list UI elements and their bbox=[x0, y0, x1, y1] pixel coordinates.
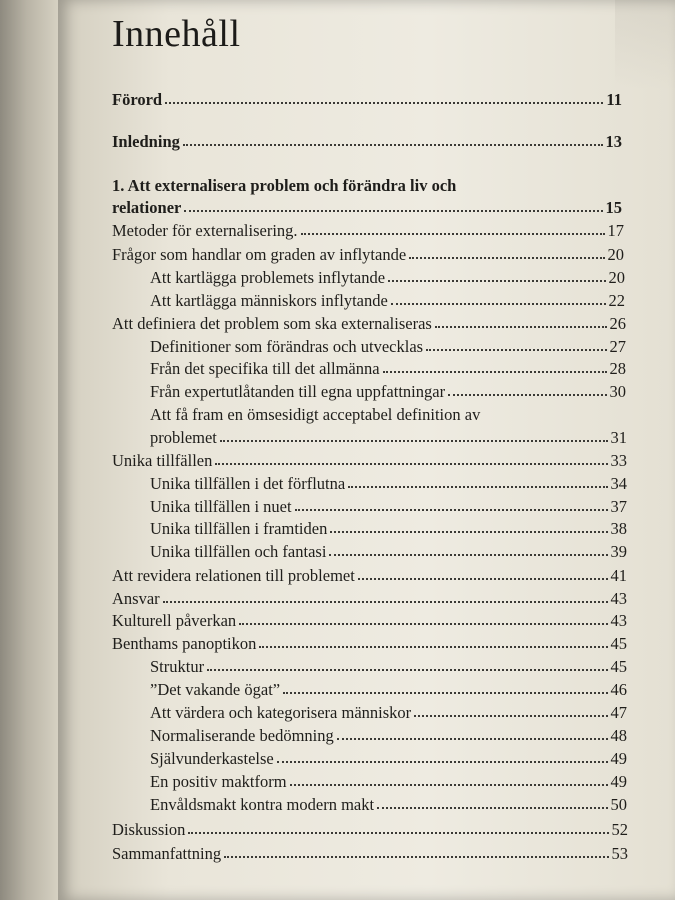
toc-entry-metoder: Metoder för externalisering. 17 bbox=[112, 221, 624, 240]
toc-entry-kulturell: Kulturell påverkan 43 bbox=[112, 611, 627, 630]
toc-entry-forord: Förord 11 bbox=[112, 90, 622, 109]
toc-entry-positiv-maktform: En positiv maktform 49 bbox=[150, 772, 627, 791]
toc-entry-problemets-inflytande: Att kartlägga problemets inflytande 20 bbox=[150, 268, 625, 287]
toc-acceptabel-line1: Att få fram en ömsesidigt acceptabel definition av bbox=[150, 405, 481, 424]
toc-entry-chapter-1: relationer 15 bbox=[112, 198, 622, 217]
toc-entry-ansvar: Ansvar 43 bbox=[112, 589, 627, 608]
toc-entry-definiera: Att definiera det problem som ska externaliseras 26 bbox=[112, 314, 626, 333]
toc-entry-struktur: Struktur 45 bbox=[150, 657, 627, 676]
toc-entry-normaliserande: Normaliserande bedömning 48 bbox=[150, 726, 627, 745]
toc-entry-sammanfattning: Sammanfattning 53 bbox=[112, 844, 628, 863]
toc-entry-sjalvunderkastelse: Självunderkastelse 49 bbox=[150, 749, 627, 768]
toc-entry-diskussion: Diskussion 52 bbox=[112, 820, 628, 839]
toc-entry-specifika: Från det specifika till det allmänna 28 bbox=[150, 359, 626, 378]
toc-entry-fragor: Frågor som handlar om graden av inflytande 20 bbox=[112, 245, 624, 264]
toc-chapter-1-line1: 1. Att externalisera problem och förändra liv och bbox=[112, 176, 457, 195]
toc-entry-benthams: Benthams panoptikon 45 bbox=[112, 634, 627, 653]
toc-entry-unika-tillfallen: Unika tillfällen 33 bbox=[112, 451, 627, 470]
toc-entry-fantasi: Unika tillfällen och fantasi 39 bbox=[150, 542, 627, 561]
toc-entry-definitioner: Definitioner som förändras och utvecklas 27 bbox=[150, 337, 626, 356]
toc-entry-expertutlatanden: Från expertutlåtanden till egna uppfattningar 30 bbox=[150, 382, 626, 401]
toc-entry-revidera: Att revidera relationen till problemet 41 bbox=[112, 566, 627, 585]
toc-entry-problemet: problemet 31 bbox=[150, 428, 627, 447]
page-title: Innehåll bbox=[112, 13, 241, 55]
toc-entry-framtiden: Unika tillfällen i framtiden 38 bbox=[150, 519, 627, 538]
toc-entry-envaldsmakt: Envåldsmakt kontra modern makt 50 bbox=[150, 795, 627, 814]
toc-entry-manniskors-inflytande: Att kartlägga människors inflytande 22 bbox=[150, 291, 625, 310]
toc-entry-nuet: Unika tillfällen i nuet 37 bbox=[150, 497, 627, 516]
toc-entry-inledning: Inledning 13 bbox=[112, 132, 622, 151]
toc-entry-vakande-ogat: ”Det vakande ögat” 46 bbox=[150, 680, 627, 699]
toc-entry-vardera: Att värdera och kategorisera människor 47 bbox=[150, 703, 627, 722]
toc-entry-forflutna: Unika tillfällen i det förflutna 34 bbox=[150, 474, 627, 493]
